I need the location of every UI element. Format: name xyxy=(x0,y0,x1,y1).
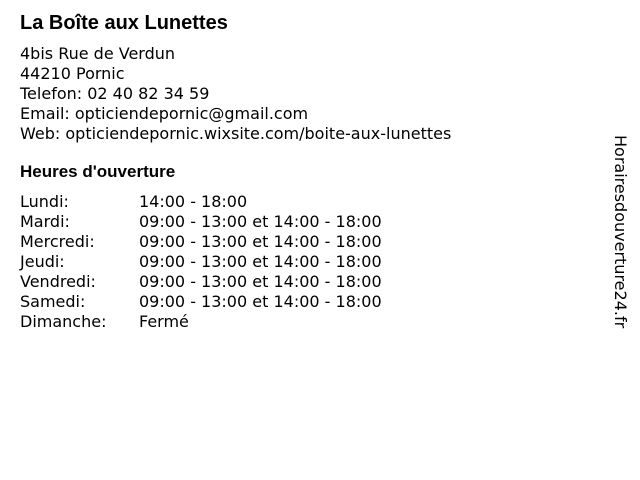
hours-row-mercredi xyxy=(20,232,600,252)
hours-time: 09:00 - 13:00 et 14:00 - 18:00 xyxy=(139,252,382,271)
address-line-street: 4bis Rue de Verdun xyxy=(20,44,176,63)
hours-table xyxy=(20,192,600,332)
hours-day: Dimanche: xyxy=(20,312,107,331)
hours-time: 09:00 - 13:00 et 14:00 - 18:00 xyxy=(139,272,382,291)
hours-time: 09:00 - 13:00 et 14:00 - 18:00 xyxy=(139,292,382,311)
email-label: Email: xyxy=(20,104,70,123)
hours-time: Fermé xyxy=(139,312,189,331)
hours-row-vendredi xyxy=(20,272,600,292)
business-name: La Boîte aux Lunettes xyxy=(20,12,228,34)
hours-row-mardi xyxy=(20,212,600,232)
site-watermark: Horairesdouverture24.fr xyxy=(611,135,630,329)
phone-line xyxy=(20,84,600,104)
hours-row-samedi xyxy=(20,292,600,312)
hours-heading: Heures d'ouverture xyxy=(20,162,176,181)
email-line xyxy=(20,104,600,124)
hours-day: Mercredi: xyxy=(20,232,95,251)
hours-row-jeudi xyxy=(20,252,600,272)
address-line-city: 44210 Pornic xyxy=(20,64,125,83)
hours-day: Mardi: xyxy=(20,212,70,231)
hours-row-dimanche xyxy=(20,312,600,332)
hours-day: Vendredi: xyxy=(20,272,96,291)
hours-row-lundi xyxy=(20,192,600,212)
web-line xyxy=(20,124,600,144)
phone-label: Telefon: xyxy=(20,84,83,103)
hours-time: 09:00 - 13:00 et 14:00 - 18:00 xyxy=(139,232,382,251)
web-label: Web: xyxy=(20,124,61,143)
phone-number[interactable]: 02 40 82 34 59 xyxy=(87,84,210,103)
web-link[interactable]: opticiendepornic.wixsite.com/boite-aux-lunettes xyxy=(65,124,452,143)
hours-time: 09:00 - 13:00 et 14:00 - 18:00 xyxy=(139,212,382,231)
hours-day: Lundi: xyxy=(20,192,69,211)
hours-day: Samedi: xyxy=(20,292,86,311)
hours-day: Jeudi: xyxy=(20,252,65,271)
email-address[interactable]: opticiendepornic@gmail.com xyxy=(74,104,309,123)
business-card xyxy=(20,10,600,332)
hours-time: 14:00 - 18:00 xyxy=(139,192,248,211)
